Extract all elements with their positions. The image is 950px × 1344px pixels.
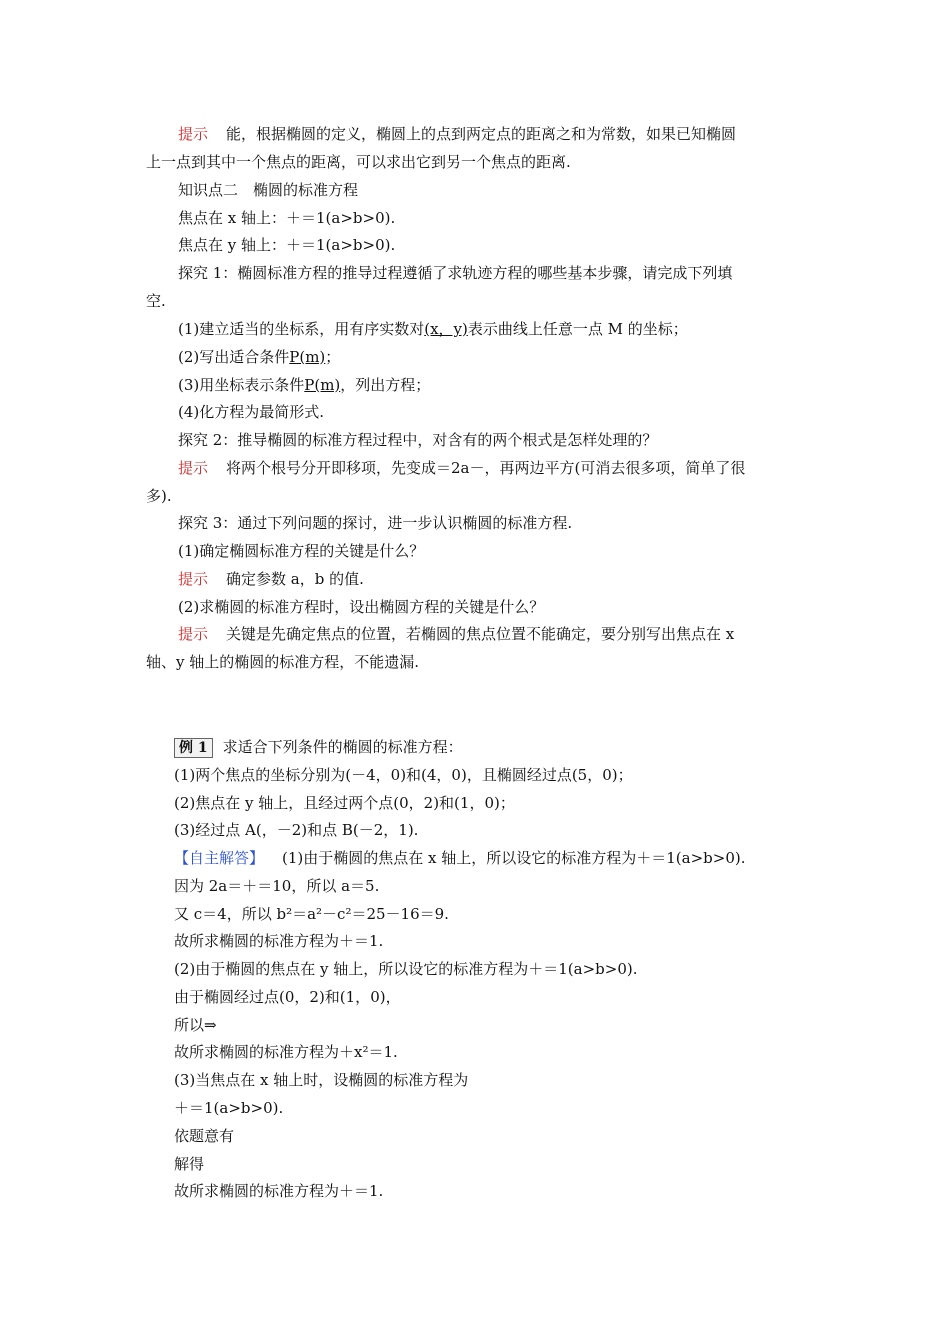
hint-label: 提示 (178, 125, 209, 143)
blank-answer: P(m) (289, 348, 326, 366)
step-2: (2)写出适合条件P(m)； (178, 348, 341, 366)
explore-2-question: 探究 2：推导椭圆的标准方程过程中，对含有的两个根式是怎样处理的？ (178, 431, 658, 449)
example-label: 例 1 (174, 738, 213, 758)
explore-1-question: 探究 1：椭圆标准方程的推导过程遵循了求轨迹方程的哪些基本步骤，请完成下列填 (178, 264, 733, 282)
solution-line: (3)当焦点在 x 轴上时，设椭圆的标准方程为 (174, 1071, 469, 1089)
hint-4: 提示 关键是先确定焦点的位置，若椭圆的焦点位置不能确定，要分别写出焦点在 x (178, 625, 735, 643)
hint-3: 提示 确定参数 a，b 的值. (178, 570, 364, 588)
solution-line: 故所求椭圆的标准方程为＋＝1. (174, 932, 384, 950)
solution-line: 依题意有 (174, 1127, 235, 1145)
focus-y-equation: 焦点在 y 轴上：＋＝1(a>b>0). (178, 236, 396, 254)
focus-x-equation: 焦点在 x 轴上：＋＝1(a>b>0). (178, 209, 396, 227)
solution-line: 解得 (174, 1155, 205, 1173)
hint-label: 提示 (178, 625, 209, 643)
hint-text-cont: 上一点到其中一个焦点的距离，可以求出它到另一个焦点的距离. (146, 153, 571, 171)
condition-2: (2)焦点在 y 轴上，且经过两个点(0，2)和(1，0)； (174, 794, 515, 812)
solution-line: 故所求椭圆的标准方程为＋＝1. (174, 1182, 384, 1200)
solution-line: 又 c＝4，所以 b²＝a²－c²＝25－16＝9. (174, 905, 449, 923)
hint-text: 能，根据椭圆的定义，椭圆上的点到两定点的距离之和为常数，如果已知椭圆 (226, 125, 737, 143)
question-2: (2)求椭圆的标准方程时，设出椭圆方程的关键是什么？ (178, 598, 545, 616)
knowledge-point-title: 知识点二 椭圆的标准方程 (178, 181, 359, 199)
solution-line: 由于椭圆经过点(0，2)和(1，0)， (174, 988, 401, 1006)
explore-3-question: 探究 3：通过下列问题的探讨，进一步认识椭圆的标准方程. (178, 514, 573, 532)
hint-label: 提示 (178, 459, 209, 477)
solution-line: 故所求椭圆的标准方程为＋x²＝1. (174, 1043, 398, 1061)
question-1: (1)确定椭圆标准方程的关键是什么？ (178, 542, 425, 560)
step-1: (1)建立适当的坐标系，用有序实数对(x，y)表示曲线上任意一点 M 的坐标； (178, 320, 688, 338)
condition-1: (1)两个焦点的坐标分别为(－4，0)和(4，0)，且椭圆经过点(5，0)； (174, 766, 633, 784)
hint-label: 提示 (178, 570, 209, 588)
solution-line: 因为 2a＝＋＝10，所以 a＝5. (174, 877, 380, 895)
blank-answer: (x，y) (424, 320, 468, 338)
solution-line-1: 【自主解答】 (1)由于椭圆的焦点在 x 轴上，所以设它的标准方程为＋＝1(a>b>0). (174, 849, 746, 867)
example-1-header (174, 737, 463, 758)
step-3: (3)用坐标表示条件P(m)，列出方程； (178, 376, 431, 394)
solution-line: 所以⇒ (174, 1016, 217, 1034)
step-4: (4)化方程为最简形式. (178, 403, 325, 421)
blank-answer: P(m) (304, 376, 341, 394)
solution-label: 【自主解答】 (174, 849, 265, 867)
example-title: 求适合下列条件的椭圆的标准方程： (222, 738, 463, 756)
hint-2: 提示 将两个根号分开即移项，先变成＝2a－，再两边平方(可消去很多项，简单了很 (178, 459, 746, 477)
solution-line: (2)由于椭圆的焦点在 y 轴上，所以设它的标准方程为＋＝1(a>b>0). (174, 960, 638, 978)
hint-2-cont: 多). (146, 487, 172, 505)
solution-line: ＋＝1(a>b>0). (174, 1099, 284, 1117)
condition-3: (3)经过点 A(，－2)和点 B(－2，1). (174, 821, 419, 839)
hint-4-cont: 轴、y 轴上的椭圆的标准方程，不能遗漏. (146, 653, 420, 671)
explore-1-question-cont: 空. (146, 292, 166, 310)
